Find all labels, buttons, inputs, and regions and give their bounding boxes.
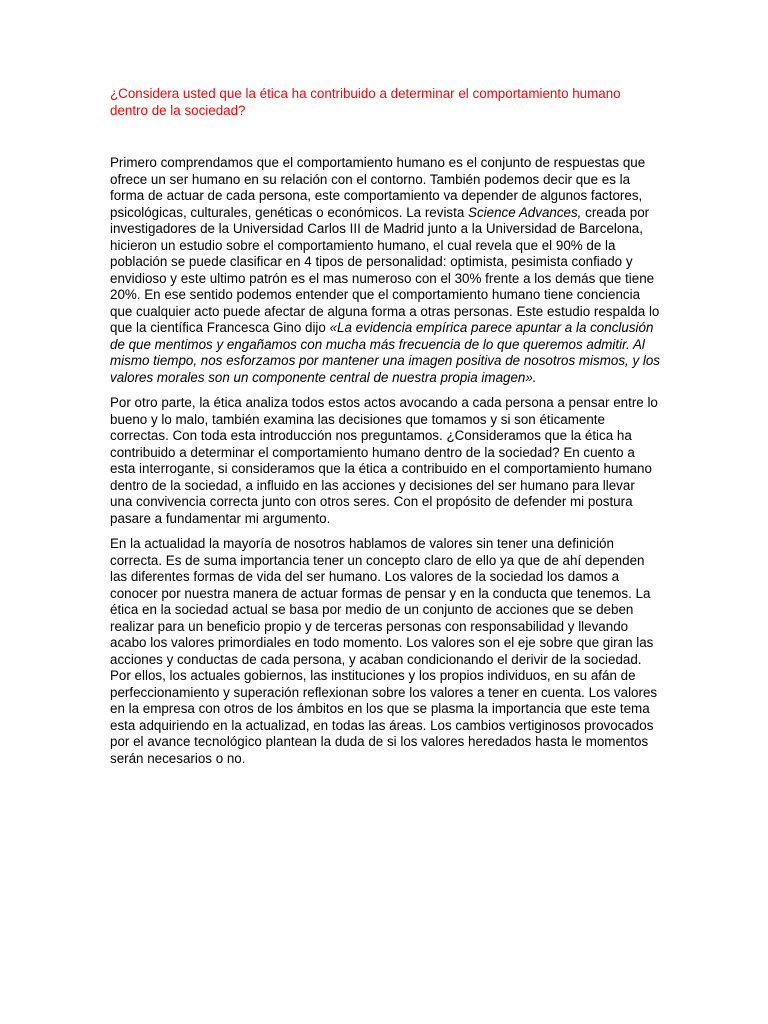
paragraph-1	[110, 155, 660, 386]
magazine-name: Science Advances,	[468, 204, 582, 220]
paragraph-1-part-1: Primero comprendamos que el comportamiento humano es el conjunto de respuestas que ofrece un ser humano en su relación con el contorno. También podemos decir que es la forma de actuar de cada persona, este comportamiento va depender de algunos factores, psicológicas, culturales, genéticas o económicos. La revista	[110, 155, 646, 220]
paragraph-3: En la actualidad la mayoría de nosotros hablamos de valores sin tener una definición correcta. Es de suma importancia tener un concepto claro de ello ya que de ahí dependen las diferentes formas de vida del ser humano. Los valores de la sociedad los damos a conocer por nuestra manera de actuar formas de pensar y en la conducta que tenemos. La ética en la sociedad actual se basa por medio de un conjunto de acciones que se deben realizar para un beneficio propio y de terceras personas con responsabilidad y llevando acabo los valores primordiales en todo momento. Los valores son el eje sobre que giran las acciones y conductas de cada persona, y acaban condicionando el derivir de la sociedad. Por ellos, los actuales gobiernos, las instituciones y los propios individuos, en su afán de perfeccionamiento y superación reflexionan sobre los valores a tener en cuenta. Los valores en la empresa con otros de los ámbitos en los que se plasma la importancia que este tema esta adquiriendo en la actualizad, en todas las áreas. Los cambios vertiginosos provocados por el avance tecnológico plantean la duda de si los valores heredados hasta le momentos serán necesarios o no.	[110, 536, 658, 766]
question-heading: ¿Considera usted que la ética ha contribuido a determinar el comportamiento humano dentro de la sociedad?	[110, 86, 621, 118]
paragraph-2: Por otro parte, la ética analiza todos estos actos avocando a cada persona a pensar entre lo bueno y lo malo, también examina las decisiones que tomamos y si son éticamente correctas. Con toda esta introducción nos preguntamos. ¿Consideramos que la ética ha contribuido a determinar el comportamiento humano dentro de la sociedad? En cuento a esta interrogante, si consideramos que la ética a contribuido en el comportamiento humano dentro de la sociedad, a influido en las acciones y decisiones del ser humano para llevar una convivencia correcta junto con otros seres. Con el propósito de defender mi postura pasare a fundamentar mi argumento.	[110, 395, 658, 526]
gino-quote: «La evidencia empírica parece apuntar a la conclusión de que mentimos y engañamos con mucha más frecuencia de lo que queremos admitir. Al mismo tiempo, nos esforzamos por mantener una imagen positiva de nosotros mismos, y los valores morales son un componente central de nuestra propia imagen».	[110, 320, 660, 385]
document-page	[110, 85, 660, 776]
paragraph-1-part-2: creada por investigadores de la Universidad Carlos III de Madrid junto a la Universidad de Barcelona, hicieron un estudio sobre el comportamiento humano, el cual revela que el 90% de la población se puede clasificar en 4 tipos de personalidad: optimista, pesimista confiado y envidioso y este ultimo patrón es el mas numeroso con el 30% frente a los demás que tiene 20%. En ese sentido podemos entender que el comportamiento humano tiene conciencia que cualquier acto puede afectar de alguna forma a otras personas. Este estudio respalda lo que la científica Francesca Gino dijo	[110, 204, 660, 335]
